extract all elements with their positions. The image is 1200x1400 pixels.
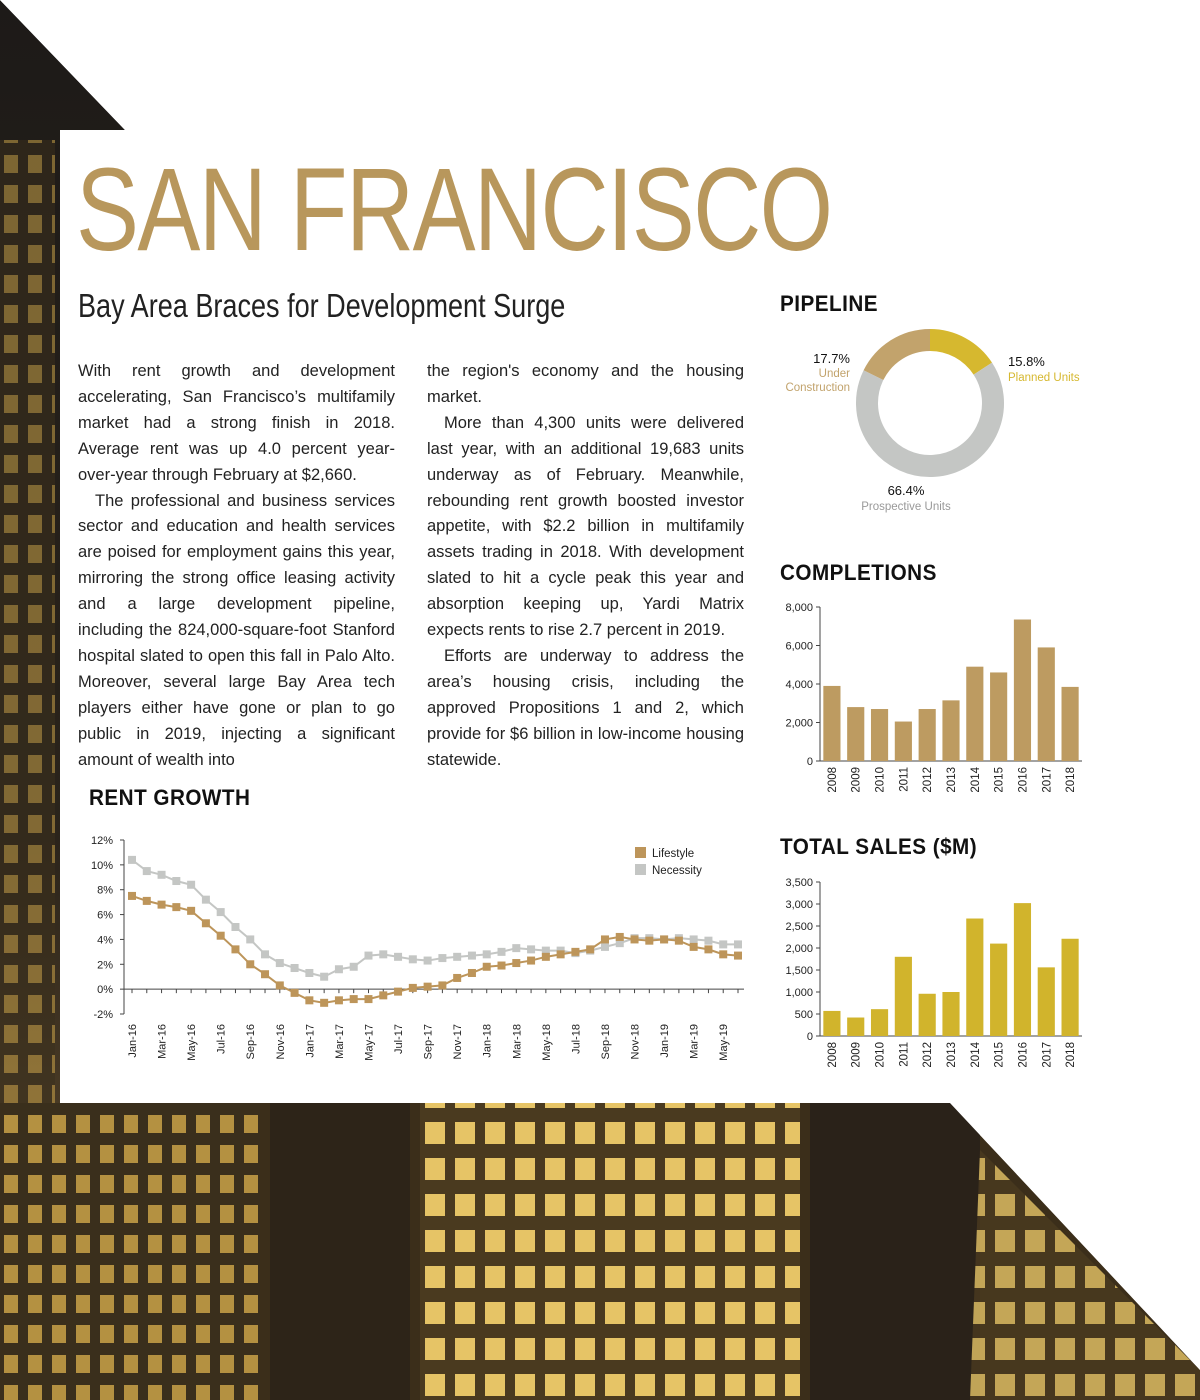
x-tick-label: 2017 <box>1041 1042 1054 1068</box>
data-point <box>468 969 476 977</box>
y-tick-label: 1,500 <box>785 965 813 977</box>
bar-2016 <box>1014 903 1031 1036</box>
x-tick-label: 2011 <box>898 1042 911 1067</box>
x-tick-label: Sep-16 <box>245 1024 258 1060</box>
x-tick-label: Jul-17 <box>393 1024 406 1054</box>
total-sales-title: TOTAL SALES ($M) <box>780 834 978 859</box>
pie-slice-label: Construction <box>785 382 850 394</box>
data-point <box>172 903 180 911</box>
data-point <box>704 937 712 945</box>
data-point <box>291 964 299 972</box>
pie-slice <box>930 340 983 369</box>
x-tick-label: 2012 <box>922 767 935 793</box>
data-point <box>291 989 299 997</box>
data-point <box>394 988 402 996</box>
x-tick-label: Nov-16 <box>274 1024 287 1060</box>
x-tick-label: Mar-19 <box>688 1024 701 1059</box>
data-point <box>483 950 491 958</box>
x-tick-label: 2011 <box>898 767 911 792</box>
bar-2013 <box>942 700 959 761</box>
x-tick-label: 2016 <box>1017 1042 1030 1068</box>
bar-2013 <box>942 992 959 1036</box>
y-tick-label: 4% <box>97 934 113 947</box>
x-tick-label: Mar-18 <box>511 1024 524 1059</box>
article-column-2 <box>427 359 744 774</box>
y-tick-label: 1,000 <box>785 987 813 999</box>
y-tick-label: 2,500 <box>785 921 813 933</box>
bar-2014 <box>966 919 983 1036</box>
x-tick-label: Mar-16 <box>156 1024 169 1059</box>
data-point <box>364 952 372 960</box>
x-tick-label: 2009 <box>850 767 863 793</box>
data-point <box>335 965 343 973</box>
data-point <box>453 974 461 982</box>
y-tick-label: 2,000 <box>785 717 813 730</box>
data-point <box>645 937 653 945</box>
pie-percent-label: 17.7% <box>813 351 850 366</box>
pie-slice <box>873 340 930 375</box>
bar-2008 <box>823 686 840 761</box>
pie-slice <box>867 369 993 466</box>
data-point <box>660 935 668 943</box>
x-tick-label: 2015 <box>993 1042 1006 1068</box>
y-tick-label: 2% <box>97 959 113 972</box>
y-tick-label: 8,000 <box>785 602 813 614</box>
bar-2018 <box>1062 939 1079 1036</box>
bar-2012 <box>919 994 936 1036</box>
legend-swatch <box>635 864 646 875</box>
data-point <box>438 981 446 989</box>
data-point <box>350 963 358 971</box>
data-point <box>675 937 683 945</box>
data-point <box>498 962 506 970</box>
data-point <box>172 877 180 885</box>
article-paragraph: Efforts are underway to address the area’s housing crisis, including the approved Propositions 1 and 2, which provide for $6 billion in low-income housing statewide. <box>427 646 744 769</box>
data-point <box>527 945 535 953</box>
data-point <box>586 945 594 953</box>
data-point <box>409 955 417 963</box>
x-tick-label: Sep-17 <box>422 1024 435 1060</box>
data-point <box>690 935 698 943</box>
bar-2008 <box>823 1011 840 1036</box>
data-point <box>379 991 387 999</box>
data-point <box>571 948 579 956</box>
data-point <box>364 995 372 1003</box>
data-point <box>424 957 432 965</box>
bar-2016 <box>1014 620 1031 761</box>
data-point <box>202 896 210 904</box>
x-tick-label: 2010 <box>874 1042 887 1068</box>
data-point <box>128 856 136 864</box>
rent-growth-title: RENT GROWTH <box>89 785 251 810</box>
legend-swatch <box>635 847 646 858</box>
x-tick-label: Jan-17 <box>304 1024 317 1058</box>
x-tick-label: Nov-18 <box>629 1024 642 1060</box>
data-point <box>320 999 328 1007</box>
y-tick-label: 12% <box>90 835 113 847</box>
bar-2010 <box>871 709 888 761</box>
y-tick-label: 500 <box>794 1009 813 1021</box>
x-tick-label: 2012 <box>922 1042 935 1068</box>
article-paragraph: More than 4,300 units were delivered last year, with an additional 19,683 units underway as of February. Meanwhile, rebounding rent growth boosted investor appetite, with $2.2 billion in multifamily assets trading in 2018. With development slated to hit a cycle peak this year and absorption keeping up, Yardi Matrix expects rents to rise 2.7 percent in 2019. <box>427 413 744 640</box>
completions-title: COMPLETIONS <box>780 560 937 585</box>
data-point <box>512 959 520 967</box>
data-point <box>187 907 195 915</box>
y-tick-label: 0 <box>806 756 813 768</box>
data-point <box>512 944 520 952</box>
data-point <box>261 950 269 958</box>
data-point <box>498 948 506 956</box>
x-tick-label: 2016 <box>1017 767 1030 793</box>
data-point <box>719 940 727 948</box>
series-line-necessity <box>132 860 738 977</box>
page-title: SAN FRANCISCO <box>76 144 832 276</box>
y-tick-label: -2% <box>93 1009 113 1021</box>
x-tick-label: 2017 <box>1041 767 1054 793</box>
pie-slice-label: Planned Units <box>1008 372 1080 384</box>
x-tick-label: Jan-16 <box>127 1024 139 1058</box>
page-subtitle: Bay Area Braces for Development Surge <box>78 287 566 324</box>
y-tick-label: 8% <box>97 884 113 897</box>
data-point <box>453 953 461 961</box>
data-point <box>616 933 624 941</box>
data-point <box>187 881 195 889</box>
x-tick-label: Jul-16 <box>215 1024 228 1054</box>
total-sales-bar-chart <box>770 870 1090 1080</box>
y-tick-label: 2,000 <box>785 943 813 955</box>
x-tick-label: 2008 <box>826 1042 839 1068</box>
bar-2017 <box>1038 647 1055 761</box>
x-tick-label: Sep-18 <box>599 1024 612 1060</box>
data-point <box>305 969 313 977</box>
x-tick-label: 2014 <box>969 767 982 793</box>
article-paragraph: The professional and business services sector and education and health services are poised for employment gains this year, mirroring the strong office leasing activity and a large development pipeline, including the 824,000-square-foot Stanford hospital slated to open this fall in Palo Alto. Moreover, several large Bay Area tech players either have gone or plan to go public in 2019, injecting a significant amount of wealth into <box>78 491 395 769</box>
data-point <box>320 973 328 981</box>
data-point <box>394 953 402 961</box>
data-point <box>158 871 166 879</box>
bar-2017 <box>1038 967 1055 1036</box>
x-tick-label: 2008 <box>826 767 839 793</box>
bar-2014 <box>966 667 983 761</box>
x-tick-label: 2013 <box>946 1042 958 1068</box>
data-point <box>409 984 417 992</box>
data-point <box>734 940 742 948</box>
data-point <box>276 981 284 989</box>
data-point <box>601 943 609 951</box>
bar-2012 <box>919 709 936 761</box>
data-point <box>246 935 254 943</box>
data-point <box>231 923 239 931</box>
data-point <box>246 960 254 968</box>
data-point <box>143 867 151 875</box>
y-tick-label: 6,000 <box>785 640 813 653</box>
data-point <box>350 995 358 1003</box>
y-tick-label: 4,000 <box>785 679 813 691</box>
y-tick-label: 0% <box>97 984 113 997</box>
rent-growth-line-chart <box>75 825 755 1065</box>
pie-percent-label: 15.8% <box>1008 354 1045 369</box>
x-tick-label: 2018 <box>1065 1042 1078 1068</box>
data-point <box>128 892 136 900</box>
x-tick-label: May-16 <box>186 1024 199 1061</box>
x-tick-label: May-19 <box>718 1024 731 1061</box>
data-point <box>379 950 387 958</box>
x-tick-label: 2015 <box>993 767 1006 793</box>
data-point <box>542 953 550 961</box>
pie-slice-label: Prospective Units <box>861 501 951 513</box>
x-tick-label: Jul-18 <box>570 1024 583 1054</box>
data-point <box>527 957 535 965</box>
data-point <box>424 983 432 991</box>
x-tick-label: 2010 <box>874 767 887 793</box>
data-point <box>158 901 166 909</box>
legend-label: Necessity <box>652 865 702 877</box>
data-point <box>631 935 639 943</box>
data-point <box>202 919 210 927</box>
bar-2011 <box>895 722 912 761</box>
data-point <box>231 945 239 953</box>
y-tick-label: 0 <box>806 1031 813 1043</box>
article-paragraph: With rent growth and development accelerating, San Francisco’s multifamily market had a strong finish in 2018. Average rent was up 4.0 percent year-over-year through February at $2,660. <box>78 362 395 484</box>
pie-slice-label: Under <box>818 368 850 380</box>
data-point <box>704 945 712 953</box>
article-paragraph: the region's economy and the housing market. <box>427 362 744 406</box>
pipeline-title: PIPELINE <box>780 291 878 316</box>
data-point <box>276 959 284 967</box>
data-point <box>305 996 313 1004</box>
data-point <box>483 963 491 971</box>
article-column-1 <box>78 359 395 774</box>
pie-percent-label: 66.4% <box>887 483 925 498</box>
data-point <box>719 950 727 958</box>
x-tick-label: 2014 <box>969 1042 982 1068</box>
x-tick-label: May-18 <box>540 1024 553 1061</box>
data-point <box>468 952 476 960</box>
completions-bar-chart <box>770 595 1090 805</box>
y-tick-label: 10% <box>90 859 113 872</box>
data-point <box>557 950 565 958</box>
y-tick-label: 3,500 <box>785 877 813 889</box>
x-tick-label: 2018 <box>1065 767 1078 793</box>
bar-2011 <box>895 957 912 1036</box>
x-tick-label: May-17 <box>363 1024 376 1061</box>
data-point <box>690 943 698 951</box>
data-point <box>143 897 151 905</box>
x-tick-label: Jan-18 <box>481 1024 494 1058</box>
data-point <box>601 935 609 943</box>
pipeline-donut-chart <box>770 325 1110 525</box>
x-tick-label: Jan-19 <box>659 1024 672 1058</box>
x-tick-label: Mar-17 <box>333 1024 346 1059</box>
legend-label: Lifestyle <box>652 848 695 860</box>
bar-2009 <box>847 707 864 761</box>
bar-2009 <box>847 1018 864 1036</box>
data-point <box>335 996 343 1004</box>
data-point <box>734 952 742 960</box>
y-tick-label: 3,000 <box>785 899 813 911</box>
y-tick-label: 6% <box>97 909 113 922</box>
x-tick-label: 2013 <box>946 767 958 793</box>
data-point <box>261 970 269 978</box>
x-tick-label: 2009 <box>850 1042 863 1068</box>
data-point <box>217 908 225 916</box>
bar-2015 <box>990 944 1007 1036</box>
data-point <box>217 932 225 940</box>
bar-2018 <box>1062 687 1079 761</box>
bar-2015 <box>990 672 1007 761</box>
bar-2010 <box>871 1009 888 1036</box>
data-point <box>438 954 446 962</box>
x-tick-label: Nov-17 <box>452 1024 465 1060</box>
